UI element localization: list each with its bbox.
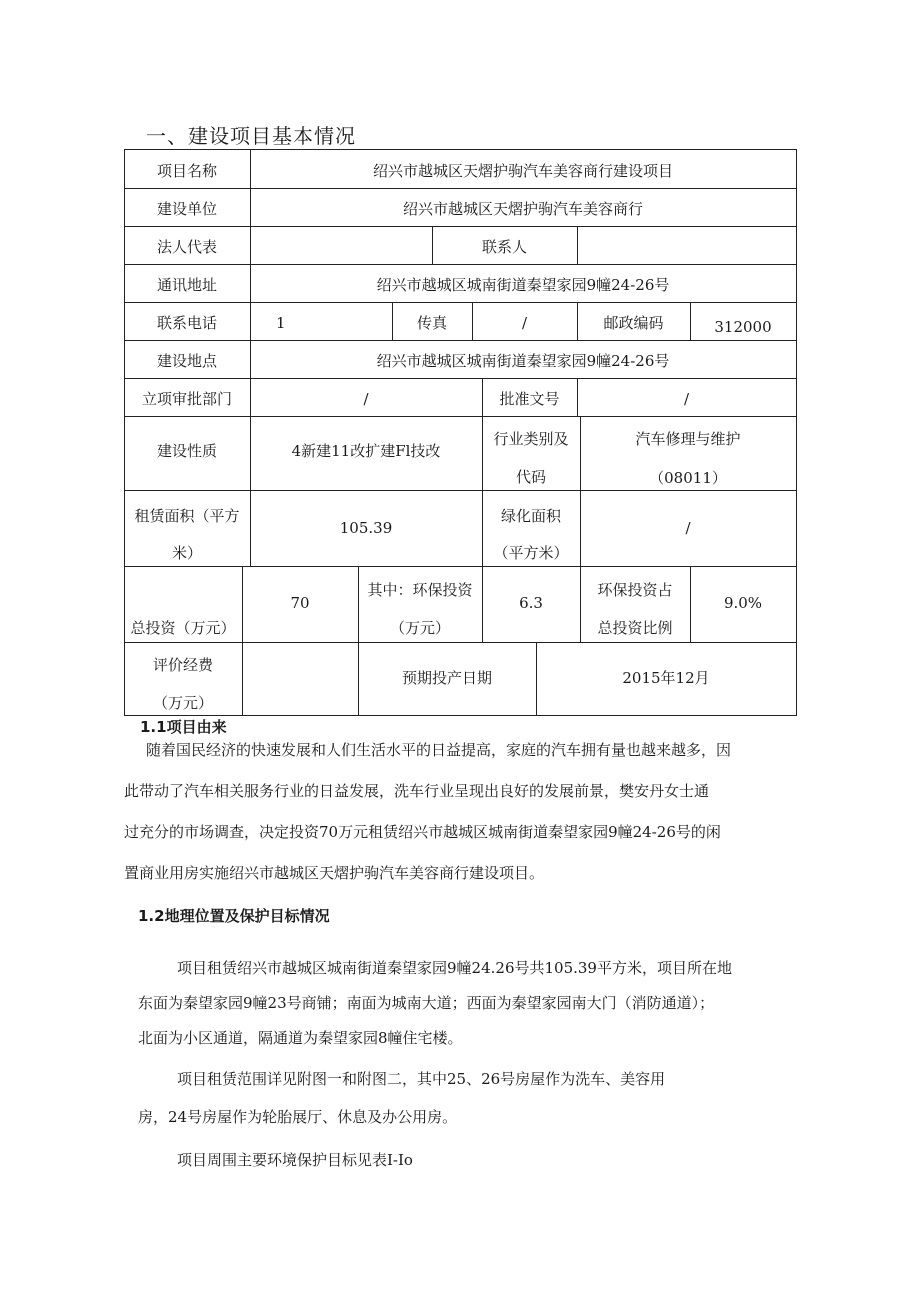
green-area-value: /	[685, 519, 691, 537]
green-area-label-1: 绿化面积	[500, 507, 561, 525]
env-invest-label-1: 其中：环保投资	[367, 581, 473, 599]
contact-label: 联系人	[481, 238, 527, 256]
industry-value-1: 汽车修理与维护	[635, 430, 741, 448]
page-heading: 一、建设项目基本情况	[146, 124, 356, 148]
phone-value: 1	[276, 314, 286, 332]
total-invest-label: 总投资（万元）	[130, 619, 236, 637]
env-ratio-label-1: 环保投资占	[597, 581, 673, 599]
industry-value-2: （08011）	[649, 469, 727, 487]
fax-label: 传真	[416, 314, 447, 332]
approval-dept-label: 立项审批部门	[141, 390, 232, 408]
lease-area-label-1: 租赁面积（平方	[134, 507, 240, 525]
industry-label-1: 行业类别及	[493, 430, 569, 448]
postcode-value: 312000	[714, 318, 772, 336]
eval-fee-label-1: 评价经费	[152, 656, 213, 674]
env-invest-value: 6.3	[519, 594, 543, 612]
site-value: 绍兴市越城区城南街道秦望家园9幢24-26号	[376, 352, 670, 370]
approval-no-label: 批准文号	[499, 390, 560, 408]
green-area-label-2: （平方米）	[493, 544, 569, 562]
section-1-2-line: 项目周围主要环境保护目标见表I-Io	[177, 1151, 413, 1169]
env-ratio-label-2: 总投资比例	[597, 619, 673, 637]
lease-area-value: 105.39	[339, 519, 393, 537]
industry-label-2: 代码	[515, 468, 546, 486]
legal-rep-label: 法人代表	[156, 238, 217, 256]
env-ratio-value: 9.0%	[723, 594, 763, 612]
address-label: 通讯地址	[156, 276, 217, 294]
address-value: 绍兴市越城区城南街道秦望家园9幢24-26号	[376, 276, 670, 294]
project-name-value: 绍兴市越城区天熠护驹汽车美容商行建设项目	[372, 162, 673, 180]
section-1-2-line: 北面为小区通道，隔通道为秦望家园8幢住宅楼。	[138, 1029, 463, 1047]
env-invest-label-2: （万元）	[389, 619, 450, 637]
site-label: 建设地点	[156, 352, 217, 370]
eval-fee-label-2: （万元）	[152, 694, 213, 712]
fax-value: /	[521, 314, 528, 332]
section-1-2-line: 项目租赁范围详见附图一和附图二，其中25、26号房屋作为洗车、美容用	[177, 1070, 666, 1088]
expected-date-value: 2015年12月	[622, 669, 710, 687]
phone-label: 联系电话	[156, 314, 217, 332]
section-1-1-title: 1.1项目由来	[140, 718, 227, 736]
section-1-2-line: 项目租赁绍兴市越城区城南街道秦望家园9幢24.26号共105.39平方米，项目所在地	[177, 959, 732, 977]
postcode-label: 邮政编码	[603, 314, 664, 332]
builder-value: 绍兴市越城区天熠护驹汽车美容商行	[402, 200, 643, 218]
section-1-1-line: 过充分的市场调查，决定投资70万元租赁绍兴市越城区城南街道秦望家园9幢24-26号的闲	[124, 823, 721, 841]
expected-date-label: 预期投产日期	[401, 669, 492, 687]
section-1-1-line: 置商业用房实施绍兴市越城区天熠护驹汽车美容商行建设项目。	[124, 864, 545, 882]
section-1-2-line: 房，24号房屋作为轮胎展厅、休息及办公用房。	[138, 1108, 458, 1126]
section-1-2-line: 东面为秦望家园9幢23号商铺；南面为城南大道；西面为秦望家园南大门（消防通道）；	[138, 994, 715, 1012]
section-1-2-title: 1.2地理位置及保护目标情况	[138, 907, 330, 925]
builder-label: 建设单位	[156, 200, 217, 218]
total-invest-value: 70	[290, 594, 310, 612]
approval-no-value: /	[683, 390, 690, 408]
approval-dept-value: /	[363, 390, 369, 408]
section-1-1-line: 此带动了汽车相关服务行业的日益发展，洗车行业呈现出良好的发展前景，樊安丹女士通	[124, 782, 710, 800]
nature-label: 建设性质	[156, 442, 217, 460]
project-name-label: 项目名称	[156, 162, 217, 180]
lease-area-label-2: 米）	[171, 544, 202, 562]
nature-value: 4新建11改扩建Fl技改	[291, 442, 441, 460]
section-1-1-line: 随着国民经济的快速发展和人们生活水平的日益提高，家庭的汽车拥有量也越来越多，因	[146, 741, 732, 759]
